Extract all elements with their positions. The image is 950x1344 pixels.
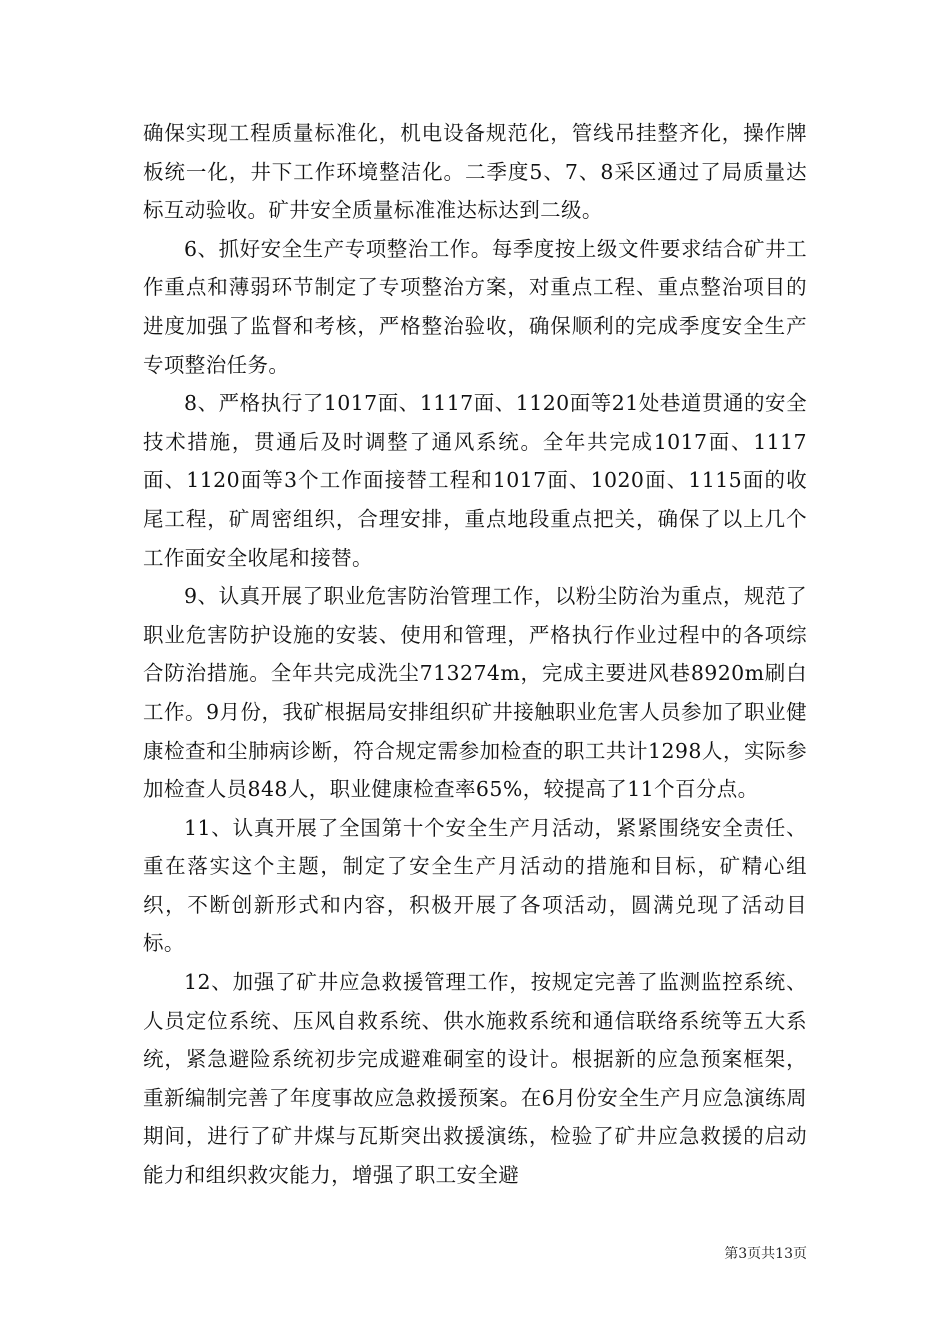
page-number-footer: 第3页共13页 (724, 1246, 807, 1262)
paragraph-continuation: 确保实现工程质量标准化，机电设备规范化，管线吊挂整齐化，操作牌板统一化，井下工作环境整洁化。二季度5、7、8采区通过了局质量达标互动验收。矿井安全质量标准准达标达到二级。 (143, 121, 807, 223)
paragraph-item-12: 12、加强了矿井应急救援管理工作，按规定完善了监测监控系统、人员定位系统、压风自救系统、供水施救系统和通信联络系统等五大系统，紧急避险系统初步完成避难硐室的设计。根据新的应急预案框架，重新编制完善了年度事故应急救援预案。在6月份安全生产月应急演练周期间，进行了矿井煤与瓦斯突出救援演练，检验了矿井应急救援的启动能力和组织救灾能力，增强了职工安全避 (143, 970, 807, 1188)
paragraph-item-6: 6、抓好安全生产专项整治工作。每季度按上级文件要求结合矿井工作重点和薄弱环节制定了专项整治方案，对重点工程、重点整治项目的进度加强了监督和考核，严格整治验收，确保顺利的完成季度安全生产专项整治任务。 (143, 236, 807, 377)
paragraph-item-11: 11、认真开展了全国第十个安全生产月活动，紧紧围绕安全责任、重在落实这个主题，制定了安全生产月活动的措施和目标，矿精心组织，不断创新形式和内容，积极开展了各项活动，圆满兑现了活动目标。 (143, 815, 807, 956)
paragraph-item-9: 9、认真开展了职业危害防治管理工作，以粉尘防治为重点，规范了职业危害防护设施的安装、使用和管理，严格执行作业过程中的各项综合防治措施。全年共完成洗尘713274m，完成主要进风巷8920m刷白工作。9月份，我矿根据局安排组织矿井接触职业危害人员参加了职业健康检查和尘肺病诊断，符合规定需参加检查的职工共计1298人，实际参加检查人员848人，职业健康检查率65%，较提高了11个百分点。 (143, 584, 807, 802)
paragraph-item-8: 8、严格执行了1017面、1117面、1120面等21处巷道贯通的安全技术措施，贯通后及时调整了通风系统。全年共完成1017面、1117面、1120面等3个工作面接替工程和1017面、1020面、1115面的收尾工程，矿周密组织，合理安排，重点地段重点把关，确保了以上几个工作面安全收尾和接替。 (143, 391, 807, 570)
document-body (143, 114, 807, 1195)
